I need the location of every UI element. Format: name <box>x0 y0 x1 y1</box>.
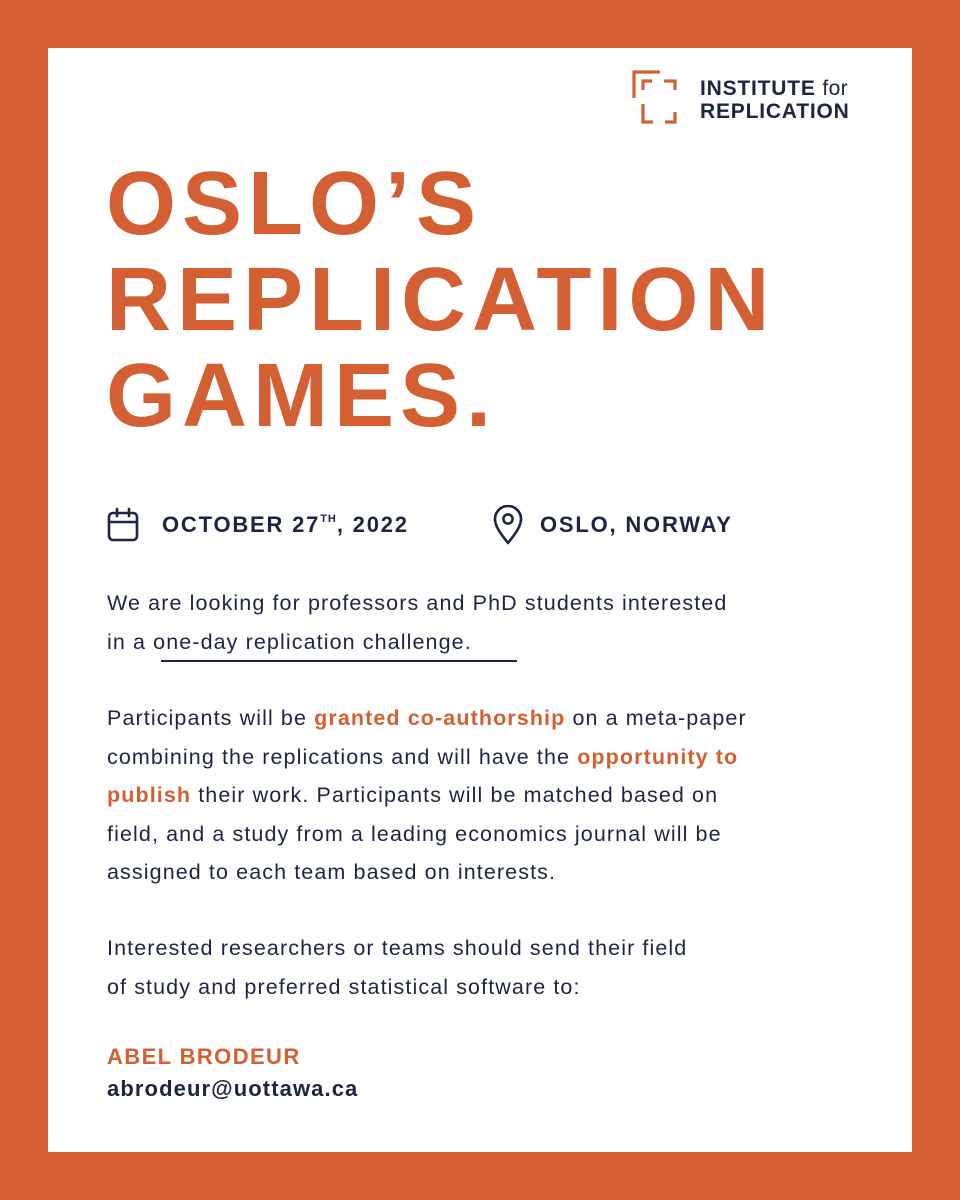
details-text: Participants will be <box>107 706 315 730</box>
publish-highlight: publish <box>107 783 192 807</box>
details-paragraph <box>107 699 747 892</box>
coauthorship-highlight: granted co-authorship <box>314 706 566 730</box>
institute-logo <box>632 70 892 126</box>
opportunity-highlight: opportunity to <box>577 744 739 769</box>
contact-email[interactable]: abrodeur@uottawa.ca <box>107 1076 359 1101</box>
intro-line-2 <box>107 623 727 662</box>
intro-line-2-start: in a <box>107 629 154 654</box>
details-text: their work. Participants will be matched based on <box>191 783 719 807</box>
event-date-text <box>162 512 409 538</box>
cta-line-1: Interested researchers or teams should send their field <box>107 936 688 960</box>
title-line-3: GAMES. <box>106 346 498 446</box>
event-date <box>106 503 409 547</box>
event-title <box>106 156 775 444</box>
date-ordinal: TH <box>320 513 337 525</box>
details-text: combining the replications and will have the <box>107 744 578 769</box>
details-text: on a meta-paper <box>565 706 747 730</box>
title-line-2: REPLICATION <box>106 250 776 350</box>
logo-line2: REPLICATION <box>700 100 850 123</box>
intro-paragraph <box>107 584 727 661</box>
challenge-underline <box>161 660 517 662</box>
date-main: OCTOBER 27 <box>162 512 321 537</box>
event-location <box>492 503 733 547</box>
logo-line1-bold: INSTITUTE <box>700 77 816 100</box>
date-year: , 2022 <box>336 512 409 537</box>
contact-name: ABEL BRODEUR <box>107 1044 301 1069</box>
map-pin-icon <box>492 505 524 545</box>
title-line-1: OSLO’S <box>106 154 483 254</box>
details-line-2 <box>107 738 747 777</box>
logo-line1-light: for <box>822 77 849 100</box>
details-line-4: field, and a study from a leading economics journal will be <box>107 821 722 846</box>
call-to-action-paragraph <box>107 929 687 1006</box>
intro-line-2-end: . <box>464 629 472 654</box>
challenge-phrase: one-day replication challenge <box>153 629 465 654</box>
bracket-frame-logo-icon <box>632 70 686 124</box>
cta-line-2: of study and preferred statistical software to: <box>107 974 581 999</box>
details-line-5: assigned to each team based on interests. <box>107 860 557 884</box>
corner-accent-bottom-left <box>0 1048 48 1200</box>
calendar-icon <box>106 507 140 543</box>
event-location-text: OSLO, NORWAY <box>540 512 733 537</box>
corner-accent-top-right <box>808 0 960 48</box>
details-line-1 <box>107 699 747 738</box>
details-line-3 <box>107 776 747 815</box>
intro-line-1: We are looking for professors and PhD students interested <box>107 591 728 615</box>
logo-wordmark <box>700 77 850 123</box>
